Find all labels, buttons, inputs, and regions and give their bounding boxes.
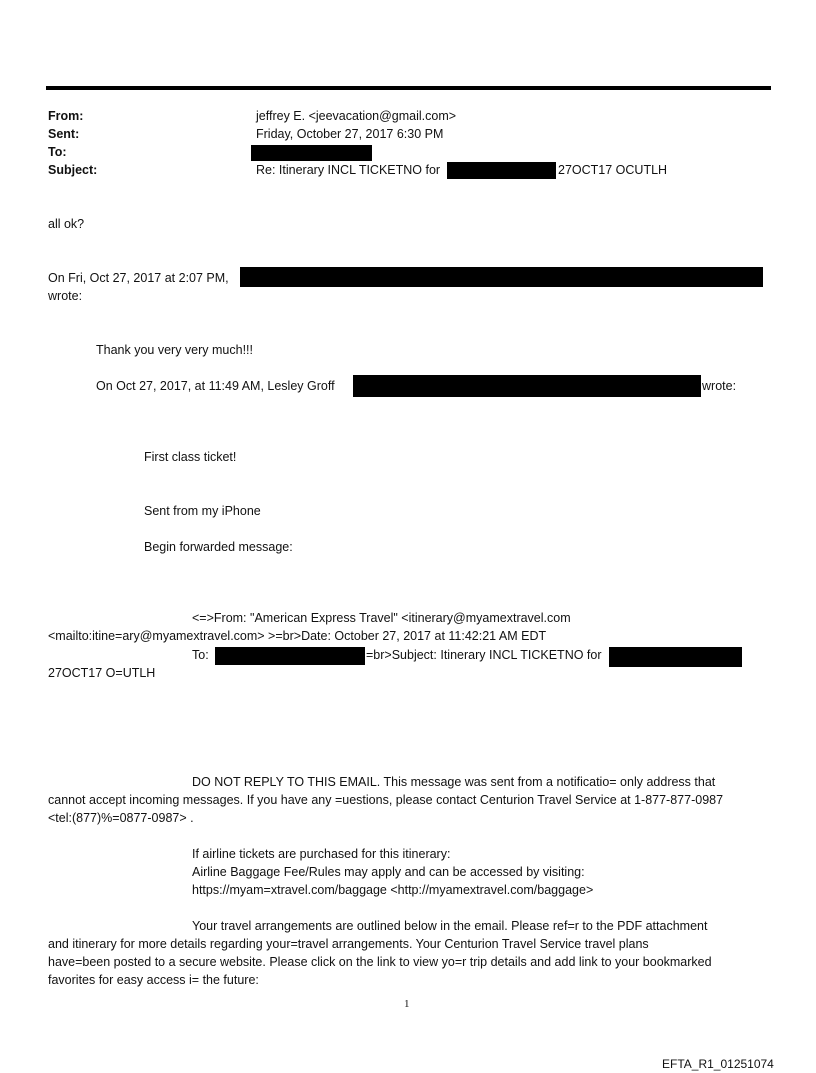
redaction-fwd-to — [215, 647, 365, 665]
sent-from-text: Sent from my iPhone — [144, 504, 261, 518]
notice-line2: cannot accept incoming messages. If you have any =uestions, please contact Centurion Travel Service at 1-877-877-0987 — [48, 793, 724, 807]
airline-line1: If airline tickets are purchased for this itinerary: — [192, 847, 451, 861]
redaction-fwd-subject — [609, 647, 742, 667]
sent-value: Friday, October 27, 2017 6:30 PM — [256, 127, 444, 141]
quote1-line1: On Fri, Oct 27, 2017 at 2:07 PM, — [48, 271, 229, 285]
fwd-line1: <=>From: "American Express Travel" <itinerary@myamextravel.com — [192, 611, 571, 625]
airline-line3: https://myam=xtravel.com/baggage <http://myamextravel.com/baggage> — [192, 883, 594, 897]
travel-line3: have=been posted to a secure website. Please click on the link to view yo=r trip details and add link to your bookmarked — [48, 955, 712, 969]
sent-label: Sent: — [48, 127, 80, 141]
redaction-subject — [447, 162, 556, 179]
travel-line1: Your travel arrangements are outlined below in the email. Please ref=r to the PDF attachment — [192, 919, 708, 933]
subject-prefix: Re: Itinerary INCL TICKETNO for — [256, 163, 441, 177]
from-value: jeffrey E. <jeevacation@gmail.com> — [256, 109, 457, 123]
thanks-text: Thank you very very much!!! — [96, 343, 254, 357]
notice-line1: DO NOT REPLY TO THIS EMAIL. This message was sent from a notificatio= only address that — [192, 775, 716, 789]
redaction-groff-email — [353, 375, 701, 397]
bates-number: EFTA_R1_01251074 — [662, 1057, 774, 1071]
fwd-line2: <mailto:itine=ary@myamextravel.com> >=br>Date: October 27, 2017 at 11:42:21 AM EDT — [48, 629, 547, 643]
redaction-sender — [240, 267, 763, 287]
quote2-suffix: wrote: — [702, 379, 737, 393]
redaction-to — [251, 145, 372, 161]
fwd-to-label: To: — [192, 648, 209, 662]
travel-line4: favorites for easy access i= the future: — [48, 973, 259, 987]
quote1-line2: wrote: — [48, 289, 83, 303]
begin-forwarded-text: Begin forwarded message: — [144, 540, 293, 554]
travel-line2: and itinerary for more details regarding your=travel arrangements. Your Centurion Travel Service travel plans — [48, 937, 649, 951]
notice-line3: <tel:(877)%=0877-0987> . — [48, 811, 194, 825]
to-label: To: — [48, 145, 67, 159]
fwd-subject: =br>Subject: Itinerary INCL TICKETNO for — [366, 648, 602, 662]
quote2-prefix: On Oct 27, 2017, at 11:49 AM, Lesley Groff — [96, 379, 335, 393]
from-label: From: — [48, 109, 84, 123]
airline-line2: Airline Baggage Fee/Rules may apply and can be accessed by visiting: — [192, 865, 585, 879]
fwd-line4: 27OCT17 O=UTLH — [48, 666, 156, 680]
page-number: 1 — [404, 998, 410, 1010]
subject-label: Subject: — [48, 163, 98, 177]
first-class-text: First class ticket! — [144, 450, 237, 464]
header-rule — [46, 86, 771, 90]
subject-suffix: 27OCT17 OCUTLH — [558, 163, 668, 177]
reply-text: all ok? — [48, 217, 85, 231]
